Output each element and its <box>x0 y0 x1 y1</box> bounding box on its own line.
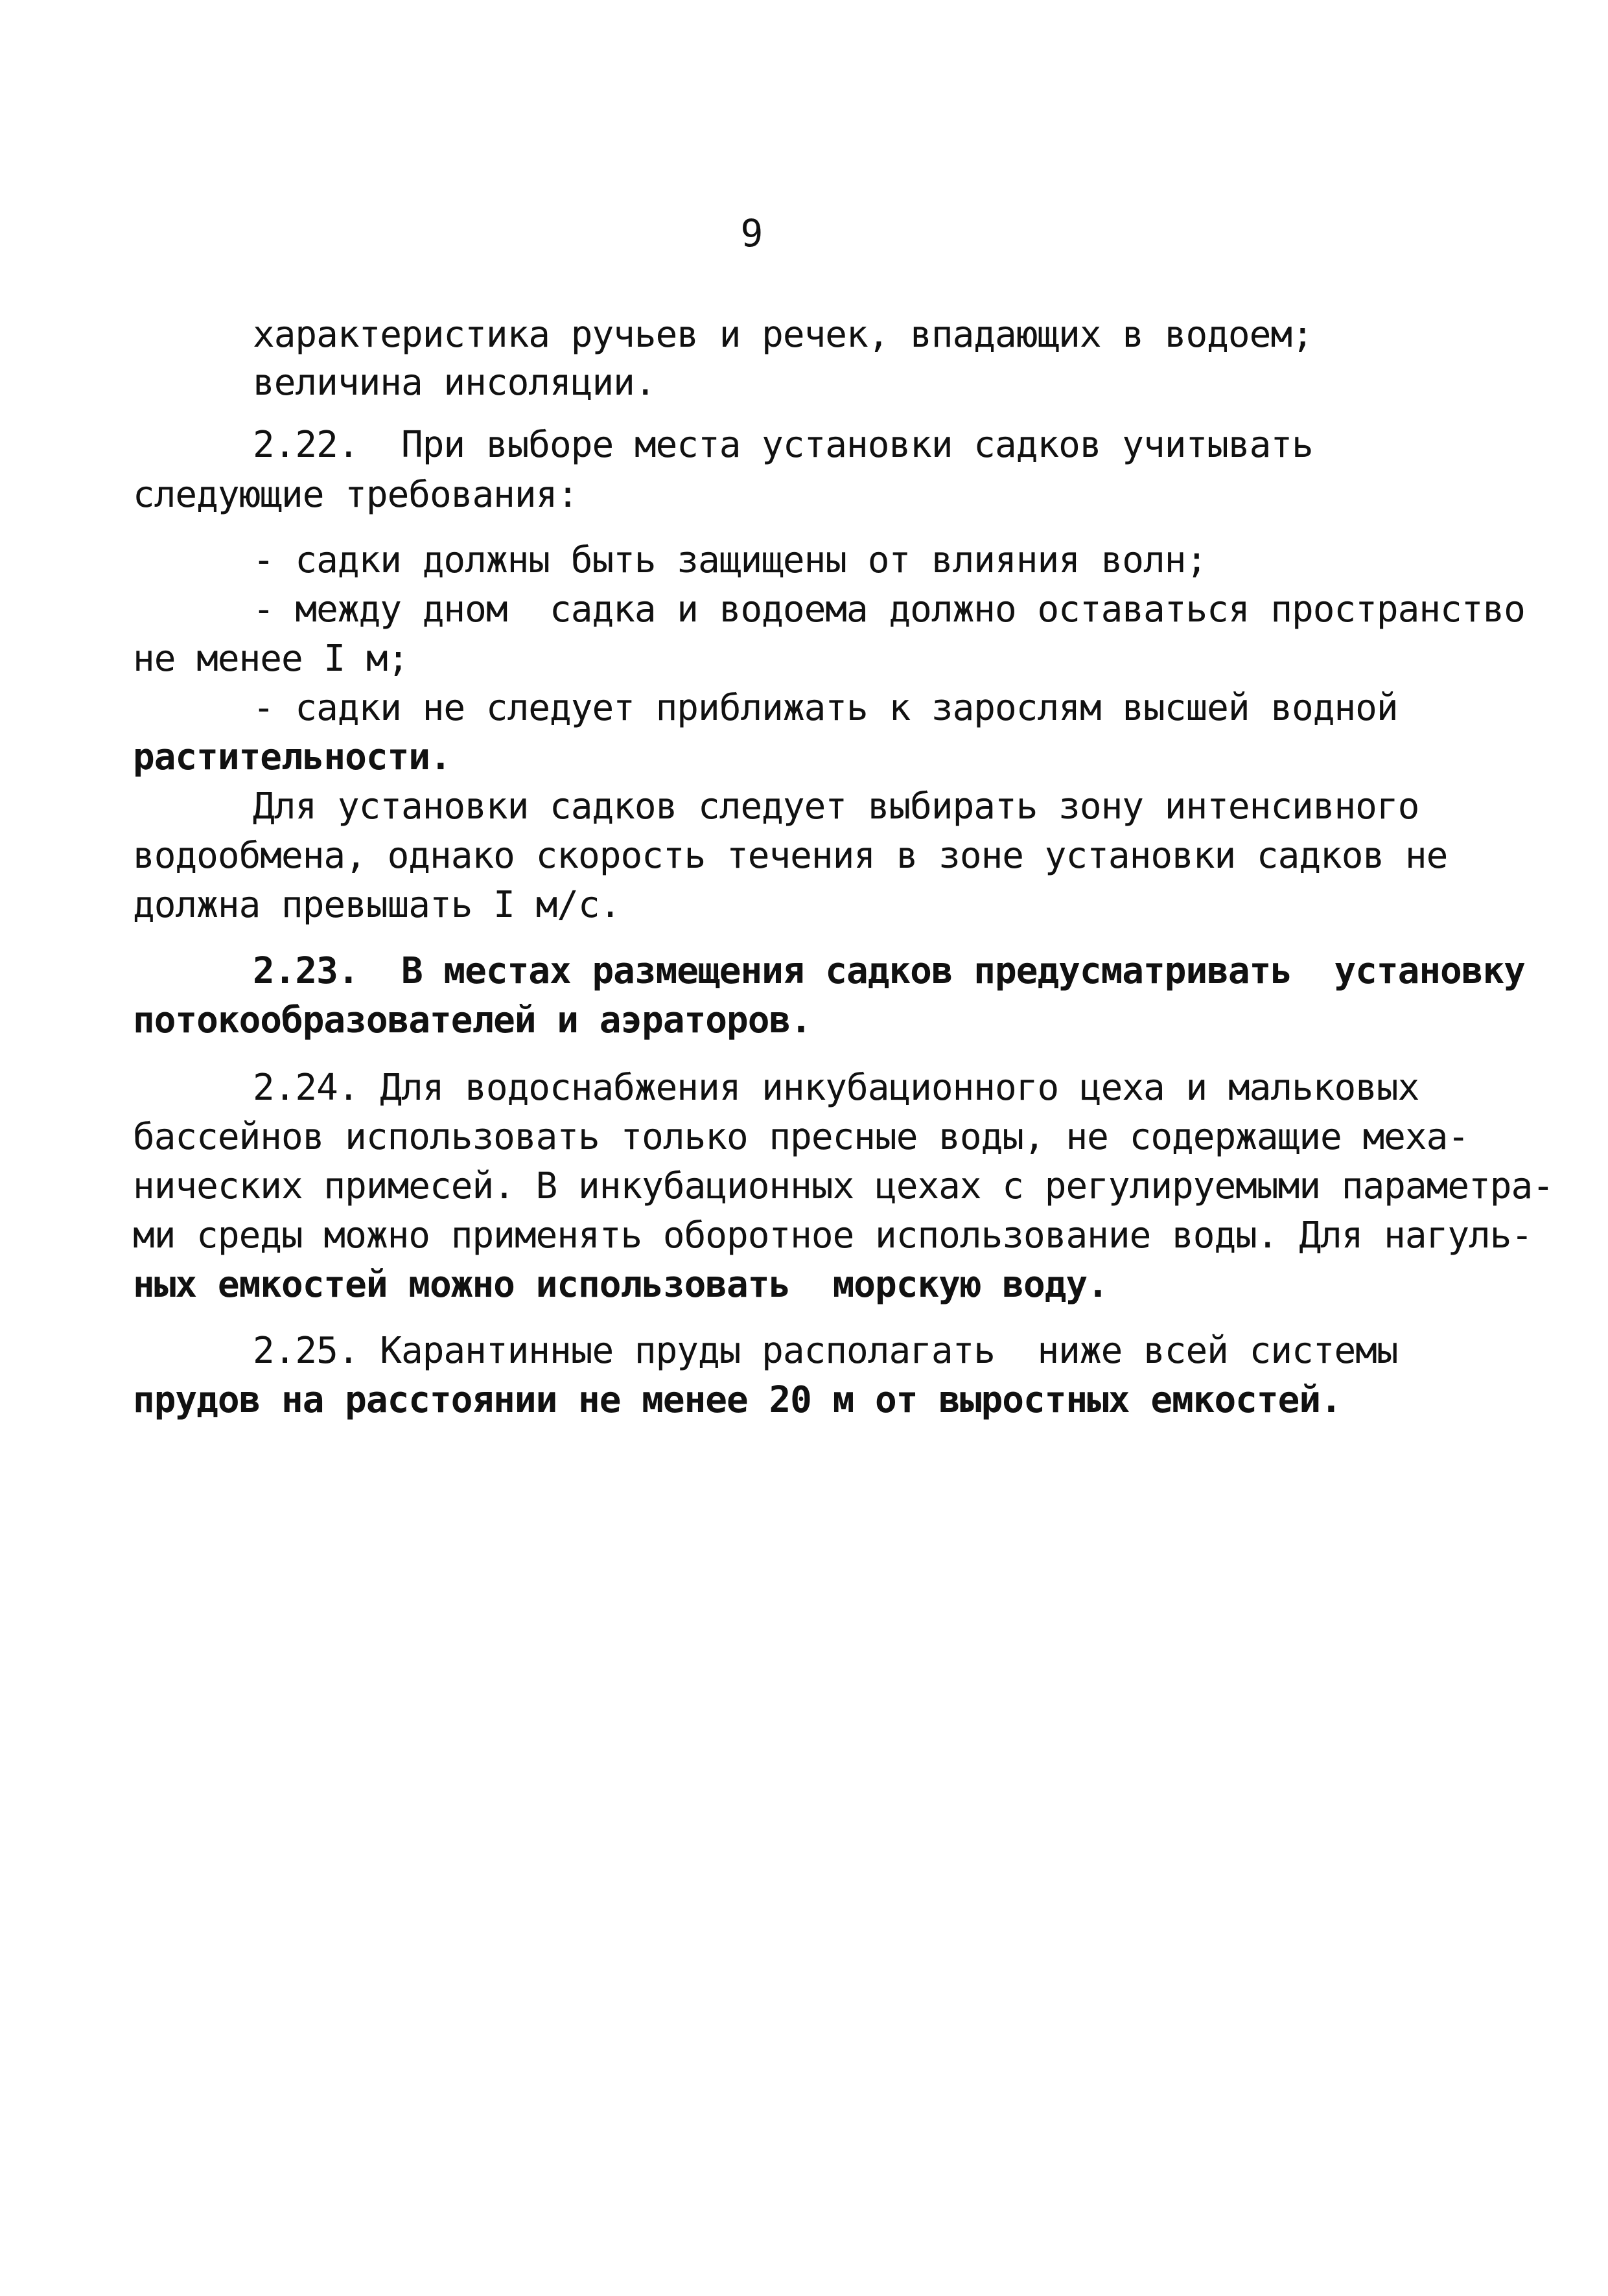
paragraph-2-22-start: 2.22. При выборе места установки садков учитывать <box>253 424 1313 466</box>
text-line: водообмена, однако скорость течения в зоне установки садков не <box>133 835 1448 877</box>
text-line: потокообразователей и аэраторов. <box>133 999 811 1041</box>
text-line: ных емкостей можно использовать морскую воду. <box>133 1264 1108 1306</box>
text-line: растительности. <box>133 736 451 778</box>
text-line: Для установки садков следует выбирать зону интенсивного <box>253 785 1419 828</box>
text-line: нических примесей. В инкубационных цехах с регулируемыми параметра- <box>133 1165 1554 1207</box>
text-line: бассейнов использовать только пресные воды, не содержащие меха- <box>133 1116 1469 1158</box>
text-line: следующие требования: <box>133 474 579 516</box>
paragraph-2-24-start: 2.24. Для водоснабжения инкубационного цеха и мальковых <box>253 1067 1419 1109</box>
list-item: - между дном садка и водоема должно оставаться пространство <box>253 588 1525 631</box>
page-number: 9 <box>740 211 763 255</box>
text-line: должна превышать I м/с. <box>133 884 621 926</box>
list-item: - садки должны быть защищены от влияния волн; <box>253 539 1207 581</box>
text-line: не менее I м; <box>133 638 409 680</box>
text-line: характеристика ручьев и речек, впадающих в водоем; <box>253 314 1313 356</box>
paragraph-2-23-start: 2.23. В местах размещения садков предусматривать установку <box>253 950 1525 992</box>
text-line: прудов на расстоянии не менее 20 м от выростных емкостей. <box>133 1379 1342 1421</box>
text-line: величина инсоляции. <box>253 362 656 404</box>
paragraph-2-25-start: 2.25. Карантинные пруды располагать ниже всей системы <box>253 1330 1398 1372</box>
text-line: ми среды можно применять оборотное использование воды. Для нагуль- <box>133 1214 1533 1257</box>
list-item: - садки не следует приближать к зарослям высшей водной <box>253 687 1398 729</box>
